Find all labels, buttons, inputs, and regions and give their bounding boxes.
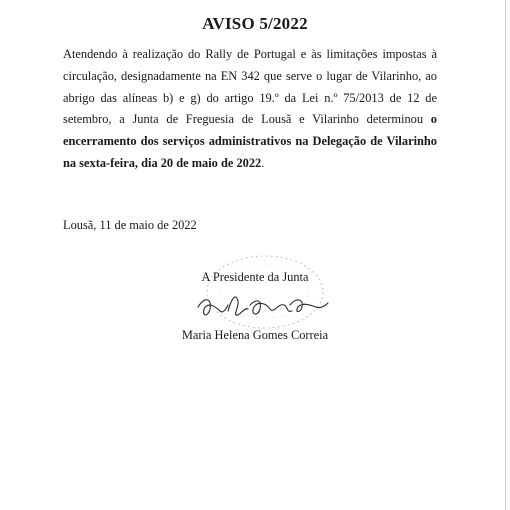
page-edge-line <box>505 0 506 510</box>
handwritten-signature <box>190 285 340 325</box>
notice-title: AVISO 5/2022 <box>202 14 308 33</box>
body-text-bold: o encerramento dos serviços administrativos na Delegação de Vilarinho na sexta-feira, dia 20 de maio de 2022 <box>63 112 437 170</box>
signatory-name: Maria Helena Gomes Correia <box>181 328 329 342</box>
official-stamp <box>200 252 330 332</box>
body-text-regular: Atendendo à realização do Rally de Portugal e às limitações impostas à circulação, designadamente na EN 342 que serve o lugar de Vilarinho, ao abrigo das alíneas b) e g) do artigo 19.º da Lei n.º 75/2013 de 12 de setembro, a Junta de Freguesia de Lousã e Vilarinho determinou <box>63 47 437 127</box>
signatory-role: A Presidente da Junta <box>201 270 309 284</box>
body-text-end: . <box>261 155 265 170</box>
date-line: Lousã, 11 de maio de 2022 <box>63 218 197 232</box>
notice-body <box>63 44 437 175</box>
